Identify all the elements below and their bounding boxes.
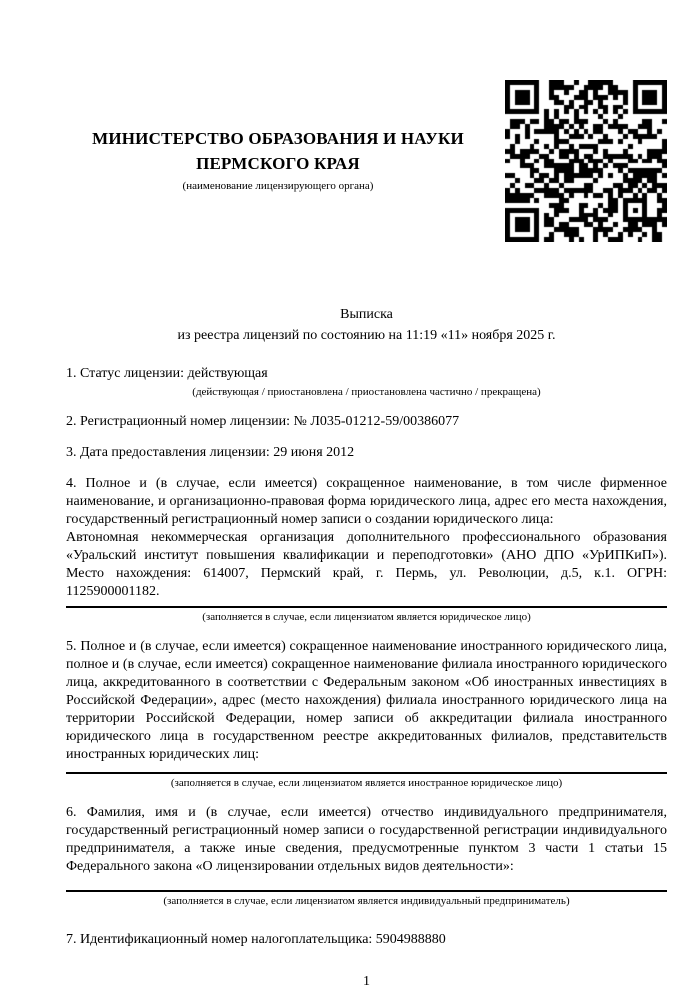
document-title-block — [66, 304, 667, 346]
ministry-name-line2: ПЕРМСКОГО КРАЯ — [196, 154, 360, 173]
item-foreign-entity — [66, 638, 667, 791]
ministry-name-line1: МИНИСТЕРСТВО ОБРАЗОВАНИЯ И НАУКИ — [92, 129, 464, 148]
ministry-caption: (наименование лицензирующего органа) — [182, 180, 374, 192]
document-title: Выписка — [340, 307, 393, 322]
qr-code-icon — [505, 80, 667, 242]
license-status-caption: (действующая / приостановлена / приостановлена частично / прекращена) — [192, 386, 541, 398]
item-legal-entity — [66, 475, 667, 625]
document-subtitle: из реестра лицензий по состоянию на 11:19 «11» ноября 2025 г. — [177, 328, 556, 343]
legal-entity-statute: 4. Полное и (в случае, если имеется) сокращенное наименование, в том числе фирменное наименование, и организационно-правовая форма юридического лица, адрес его места нахождения, государственный регистрационный номер записи о создании юридического лица: — [66, 476, 667, 527]
license-status-text: 1. Статус лицензии: действующая — [66, 366, 268, 381]
ministry-block — [66, 126, 490, 194]
foreign-entity-statute: 5. Полное и (в случае, если имеется) сокращенное наименование иностранного юридического лица, полное и (в случае, если имеется) сокращенное наименование филиала иностранного юридического лица, аккредитованного в соответствии с Федеральным законом «Об иностранных инвестициях в Российской Федерации», адрес (место нахождения) филиала иностранного юридического лица на территории Российской Федерации, номер записи об аккредитации филиала иностранного юридического лица в государственном реестре аккредитованных филиалов, представительств иностранных юридических лиц: — [66, 639, 667, 762]
page-number: 1 — [363, 974, 370, 989]
legal-entity-value: Автономная некоммерческая организация дополнительного профессионального образования «Уральский институт повышения квалификации и переподготовки» (АНО ДПО «УрИПКиП»). Место нахождения: 614007, Пермский край, г. Пермь, ул. Революции, д.5, к.1. ОГРН: 1125900001182. — [66, 530, 667, 599]
item-taxpayer-number: 7. Идентификационный номер налогоплательщика: 5904988880 — [66, 932, 446, 947]
entrepreneur-caption: (заполняется в случае, если лицензиатом является индивидуальный предприниматель) — [163, 895, 570, 907]
item-license-status — [66, 365, 667, 400]
entrepreneur-statute: 6. Фамилия, имя и (в случае, если имеется) отчество индивидуального предпринимателя, государственный регистрационный номер записи о государственной регистрации индивидуального предпринимателя, а также иные сведения, предусмотренные пунктом 3 части 1 статьи 15 Федерального закона «О лицензировании отдельных видов деятельности»: — [66, 805, 667, 874]
legal-entity-caption: (заполняется в случае, если лицензиатом является юридическое лицо) — [202, 611, 531, 623]
item-individual-entrepreneur — [66, 804, 667, 909]
field-rule-entrepreneur — [66, 890, 667, 892]
foreign-entity-caption: (заполняется в случае, если лицензиатом является иностранное юридическое лицо) — [170, 777, 563, 789]
field-rule-foreign-entity — [66, 772, 667, 774]
document-header — [66, 0, 667, 242]
item-registration-number: 2. Регистрационный номер лицензии: № Л035-01212-59/00386077 — [66, 414, 460, 429]
item-grant-date: 3. Дата предоставления лицензии: 29 июня 2012 — [66, 445, 355, 460]
field-rule-legal-entity — [66, 606, 667, 608]
